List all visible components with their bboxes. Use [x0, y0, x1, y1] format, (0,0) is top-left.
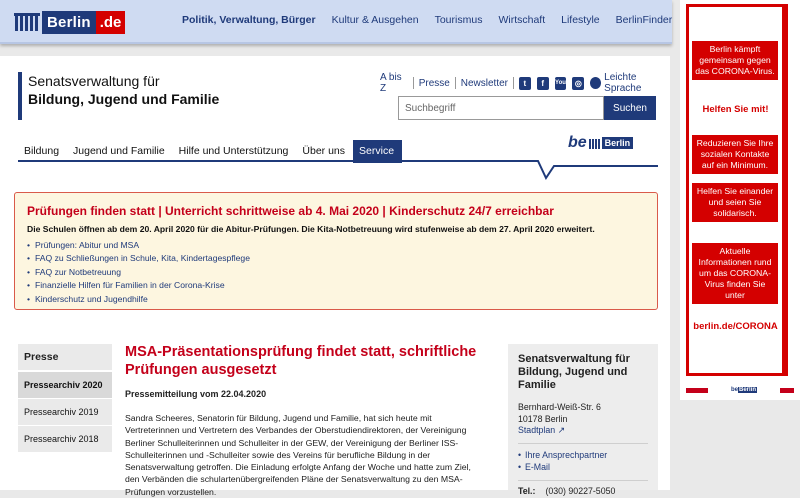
corona-notice-box — [14, 192, 658, 310]
ad-be: be — [730, 387, 738, 393]
easy-language-icon — [590, 77, 601, 89]
gate-bars-icon — [589, 137, 600, 149]
portal-bar — [0, 0, 672, 44]
corona-ad-banner[interactable] — [680, 0, 800, 400]
twitter-icon[interactable]: t — [519, 77, 531, 90]
notice-link-faq-notbetreuung[interactable]: • FAQ zur Notbetreuung — [27, 266, 645, 279]
ad-link-corona[interactable]: berlin.de/CORONA — [693, 321, 778, 332]
ad-be-berlin-logo — [731, 387, 757, 393]
notice-link-list — [27, 239, 645, 306]
logo-tld: .de — [96, 11, 126, 34]
press-article — [125, 343, 485, 498]
ad-text-helfen: Helfen Sie mit! — [702, 104, 769, 115]
ad-logo-placeholder — [780, 388, 794, 393]
notice-headline: Prüfungen finden statt | Unterricht schrittweise ab 4. Mai 2020 | Kinderschutz 24/7 erreichbar — [27, 204, 554, 218]
sidebar-item-2019[interactable]: Pressearchiv 2019 — [18, 398, 112, 425]
nav-jugend-familie[interactable]: Jugend und Familie — [73, 145, 165, 157]
sidebar-head-presse[interactable]: Presse — [18, 344, 112, 371]
brandenburg-gate-icon — [14, 13, 40, 31]
notice-link-kinderschutz[interactable]: • Kinderschutz und Jugendhilfe — [27, 293, 645, 306]
ad-text-kaempft: Berlin kämpft gemeinsam gegen das CORONA-Virus. — [692, 41, 778, 80]
berlin-de-logo[interactable] — [14, 9, 125, 35]
ad-text-kontakte: Reduzieren Sie Ihre sozialen Kontakte auf ein Minimum. — [692, 135, 778, 174]
contact-link-email[interactable]: • E-Mail — [518, 461, 648, 474]
nav-ueber-uns[interactable]: Über uns — [302, 145, 346, 157]
logo-word: Berlin — [42, 11, 96, 34]
article-body: Sandra Scheeres, Senatorin für Bildung, Jugend und Familie, hat sich heute mit Vertreterinnen und Vertretern des Verbandes der Oberstudiendirektoren, der Vereinigung Berliner Schulleiterinnen und Schulleiter in der GEW, der Vereinigung der Berliner ISS-Schulleiterinnen und -Schulleiter sowie des Vereins für berufliche Bildung in der Senatsverwaltung getroffen. Die Einladung erfolgte Anfang der Woche und hatte zum Ziel, den Verbänden die schulartenübergreifenden Pläne der Senatsverwaltung zu den MSA-Prüfungen vorzustellen. — [125, 413, 471, 497]
nav-hilfe[interactable]: Hilfe und Unterstützung — [178, 145, 289, 157]
portal-nav-lifestyle[interactable]: Lifestyle — [561, 14, 600, 26]
divider — [513, 77, 514, 89]
nav-service[interactable]: Service — [353, 140, 402, 163]
sidebar-item-2020[interactable]: Pressearchiv 2020 — [18, 371, 112, 398]
notice-link-pruefungen[interactable]: • Prüfungen: Abitur und MSA — [27, 239, 645, 252]
press-sidebar-nav — [18, 344, 112, 452]
divider — [518, 443, 648, 444]
department-title[interactable] — [18, 72, 219, 120]
portal-nav-kultur[interactable]: Kultur & Ausgehen — [331, 14, 419, 26]
portal-nav-tourismus[interactable]: Tourismus — [434, 14, 483, 26]
external-link-icon: ↗ — [557, 425, 566, 435]
notice-link-finanzielle-hilfen[interactable]: • Finanzielle Hilfen für Familien in der Corona-Krise — [27, 279, 645, 292]
ad-logo-placeholder — [686, 388, 708, 393]
be-berlin-word: Berlin — [602, 137, 634, 149]
contact-phone — [518, 486, 648, 496]
phone-label: Tel.: — [518, 485, 536, 496]
sidebar-item-2018[interactable]: Pressearchiv 2018 — [18, 425, 112, 452]
facebook-icon[interactable]: f — [537, 77, 549, 90]
a-bis-z-link[interactable]: A bis Z — [380, 72, 402, 94]
divider — [413, 77, 414, 89]
nav-underline-zigzag — [18, 160, 658, 186]
ad-frame — [686, 4, 788, 376]
department-title-line2: Bildung, Jugend und Familie — [28, 91, 220, 107]
article-title: MSA-Präsentationsprüfung findet statt, schriftliche Prüfungen ausgesetzt — [125, 344, 477, 378]
ad-text-informationen: Aktuelle Informationen rund um das CORONA-Virus finden Sie unter — [692, 243, 778, 304]
search-input[interactable] — [398, 96, 604, 120]
newsletter-link[interactable]: Newsletter — [460, 77, 509, 89]
search-form — [398, 96, 656, 120]
contact-city: 10178 Berlin — [518, 413, 568, 424]
contact-title: Senatsverwaltung für Bildung, Jugend und Familie — [518, 353, 630, 391]
portal-nav-wirtschaft[interactable]: Wirtschaft — [498, 14, 546, 26]
ad-berlin: Berlin — [739, 387, 757, 393]
contact-link-ansprechpartner[interactable]: • Ihre Ansprechpartner — [518, 449, 648, 462]
contact-box — [508, 344, 658, 496]
youtube-icon[interactable]: You — [555, 77, 567, 90]
portal-nav-berlinfinder[interactable]: BerlinFinder — [615, 14, 673, 26]
presse-link[interactable]: Presse — [418, 77, 450, 89]
notice-lead: Die Schulen öffnen ab dem 20. April 2020 für die Abitur-Prüfungen. Die Kita-Notbetreuung wird stufenweise ab dem 27. April 2020 erweitert. — [27, 224, 595, 234]
content-card — [0, 56, 670, 497]
nav-bildung[interactable]: Bildung — [24, 145, 60, 157]
phone-value[interactable]: (030) 90227-5050 — [545, 485, 616, 496]
easy-language-link[interactable]: Leichte Sprache — [604, 72, 642, 94]
service-links — [380, 72, 670, 94]
contact-map-label: Stadtplan — [518, 425, 556, 435]
search-button[interactable]: Suchen — [604, 96, 656, 120]
contact-street: Bernhard-Weiß-Str. 6 — [518, 402, 601, 412]
be-berlin-logo — [568, 134, 633, 152]
article-date: Pressemitteilung vom 22.04.2020 — [125, 389, 267, 399]
contact-map-link[interactable] — [518, 425, 648, 437]
ad-text-solidarisch: Helfen Sie einander und seien Sie solidarisch. — [692, 183, 778, 222]
be-berlin-be: be — [568, 134, 587, 151]
portal-nav — [182, 14, 749, 26]
ad-footer-logos — [686, 384, 794, 396]
divider — [455, 77, 456, 89]
portal-nav-politik[interactable]: Politik, Verwaltung, Bürger — [182, 14, 316, 26]
instagram-icon[interactable]: ◎ — [572, 77, 584, 90]
notice-link-faq-schliessungen[interactable]: • FAQ zu Schließungen in Schule, Kita, Kindertagespflege — [27, 252, 645, 265]
department-title-line1: Senatsverwaltung für — [28, 73, 160, 89]
divider — [518, 480, 648, 481]
